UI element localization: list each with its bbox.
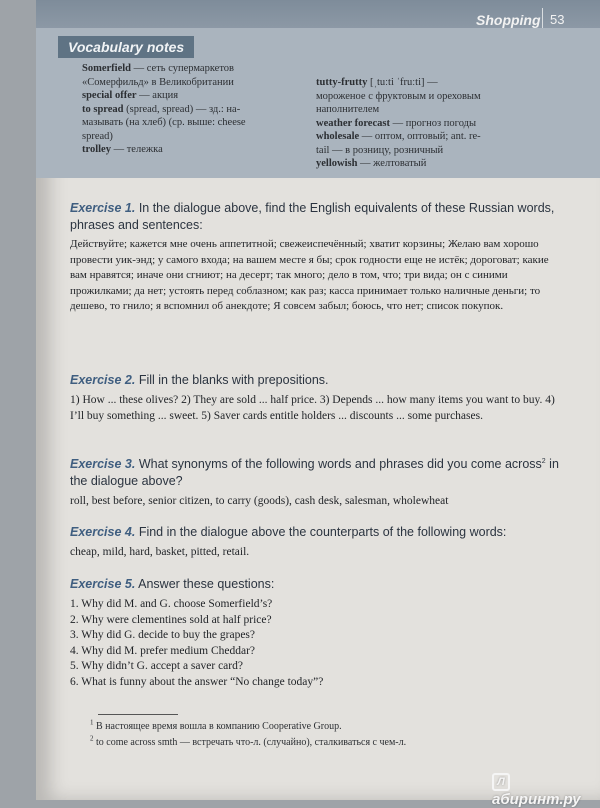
- exercise-label: Exercise 3.: [70, 457, 136, 471]
- vocab-entry: tutty-frutty [ˌtuːti ˈfruːti] —: [316, 77, 438, 88]
- exercise-body: Действуйте; кажется мне очень аппетитной; свежеиспечённый; хватит корзины; Желаю вам хорошо провести уик-энд; у самого входа; на вашем месте я бы; срок годности еще не истёк; дороговат; какие вам нравятся; иначе они сгниют; на десерт; так много; дело в том, что; три вида; он с синими прожилками; да нет; устоять перед соблазном; как раз; касса принимает только наличные деньги; то дешево, то гнило; я вспомнил об анекдоте; Я совсем забыл; боюсь, что нет; список покупок.: [70, 238, 549, 312]
- vocab-entry: мороженое с фруктовым и ореховым: [316, 90, 481, 102]
- section-title: Shopping: [476, 12, 541, 28]
- question-item: 3. Why did G. decide to buy the grapes?: [70, 629, 256, 641]
- vocabulary-left-column: [82, 62, 318, 157]
- exercise-heading: Exercise 3. What synonyms of the following words and phrases did you come across$^2$ in the dialogue above?: [70, 457, 559, 488]
- vocab-entry: wholesale — оптом, оптовый; ant. re-: [316, 131, 481, 142]
- vocab-entry: yellowish — желтоватый: [316, 158, 427, 169]
- vocab-entry: Somerfield — сеть супермаркетов: [82, 63, 234, 74]
- question-item: 6. What is funny about the answer “No change today”?: [70, 675, 324, 688]
- footnote-rule: [98, 714, 178, 715]
- vocab-entry: trolley — тележка: [82, 144, 163, 155]
- vocabulary-title: Vocabulary notes: [58, 36, 194, 58]
- exercise-label: Exercise 1.: [70, 201, 136, 215]
- footnote-2: $^2$ to come across smth — встречать что-л. (случайно), сталкиваться с чем-л.: [90, 734, 407, 748]
- exercise-label: Exercise 2.: [70, 373, 136, 387]
- page-number: 53: [550, 12, 565, 27]
- exercise-label: Exercise 4.: [70, 525, 136, 539]
- vocab-entry: spread): [82, 130, 113, 142]
- exercise-3: [70, 456, 560, 509]
- exercise-label: Exercise 5.: [70, 577, 136, 591]
- question-list: [70, 597, 560, 690]
- question-item: 2. Why were clementines sold at half price?: [70, 613, 272, 626]
- vocab-entry: weather forecast — прогноз погоды: [316, 117, 477, 129]
- vocab-entry: special offer — акция: [82, 90, 179, 101]
- exercise-2: [70, 372, 560, 424]
- question-item: 5. Why didn’t G. accept a saver card?: [70, 660, 243, 672]
- footnote-ref: 2: [541, 457, 546, 465]
- book-page: [36, 0, 600, 808]
- exercise-body: roll, best before, senior citizen, to carry (goods), cash desk, salesman, wholewheat: [70, 495, 449, 507]
- exercise-4: [70, 524, 560, 560]
- exercise-heading: Exercise 4. Find in the dialogue above the counterparts of the following words:: [70, 525, 507, 539]
- vocab-entry: «Сомерфильд» в Великобритании: [82, 76, 234, 88]
- question-item: 1. Why did M. and G. choose Somerfield’s?: [70, 598, 273, 610]
- vocab-entry: мазывать (на хлеб) (ср. выше: cheese: [82, 117, 246, 128]
- exercise-heading: Exercise 5. Answer these questions:: [70, 577, 275, 591]
- exercise-body: 1) How ... these olives? 2) They are sold ... half price. 3) Depends ... how many items you want to buy. 4) I’ll buy something ... sweet. 5) Saver cards entitle holders ... discounts ... some purchases.: [70, 394, 555, 422]
- question-item: 4. Why did M. prefer medium Cheddar?: [70, 644, 256, 657]
- exercise-heading: Exercise 1. In the dialogue above, find the English equivalents of these Russian words, phrases and sentences:: [70, 201, 555, 232]
- footnote-1: $^1$ В настоящее время вошла в компанию Cooperative Group.: [90, 718, 342, 732]
- vocab-entry: tail — в розницу, розничный: [316, 144, 444, 156]
- vocab-entry: наполнителем: [316, 104, 380, 115]
- watermark-logo: Лабиринт.ру: [492, 770, 600, 808]
- exercise-1: [70, 200, 560, 315]
- exercise-5: [70, 576, 560, 690]
- labirint-logo-icon: Л: [492, 773, 510, 791]
- exercise-body: cheap, mild, hard, basket, pitted, retail.: [70, 546, 250, 558]
- exercise-heading: Exercise 2. Fill in the blanks with prepositions.: [70, 373, 329, 387]
- vocab-entry: to spread (spread, spread) — зд.: на-: [82, 103, 241, 115]
- vocabulary-right-column: [316, 76, 556, 171]
